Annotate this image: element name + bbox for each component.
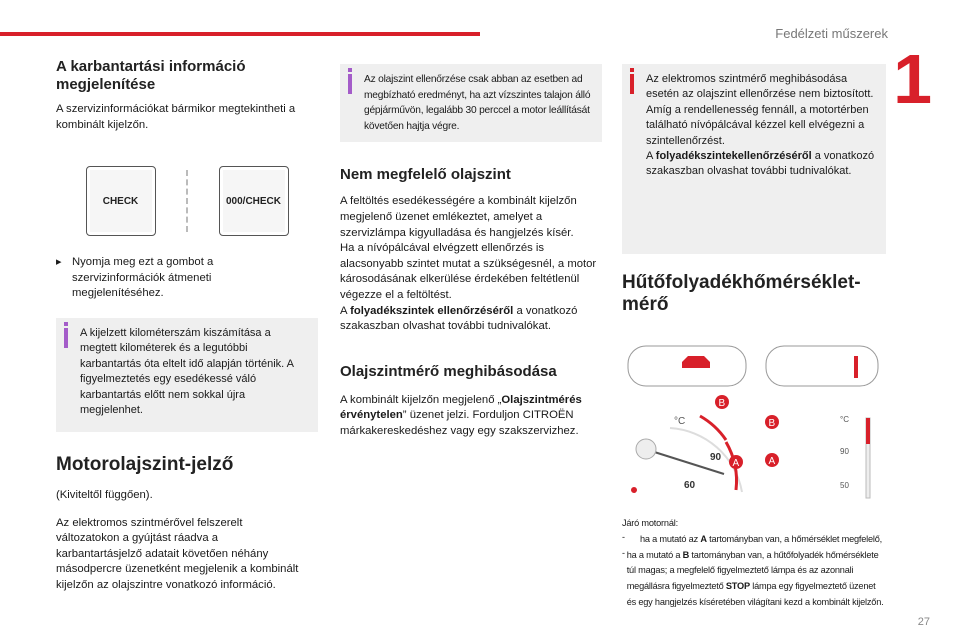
dial-tick-60: 60	[684, 480, 696, 491]
info-mark-icon	[64, 328, 68, 348]
warning-mark-icon	[630, 74, 634, 94]
low-oil-text-1: A feltöltés esedékességére a kombinált kijelzőn megjelenő üzenet emlékeztet, amelyet a szervizlámpa kigyulladása és hangjelzés kísér.	[340, 195, 577, 239]
oil-gauge-title: Motorolajszint-jelző	[56, 453, 234, 475]
caption-b-post: lámpa egy figyelmeztető üzenet és egy hangjelzés kíséretében világítani kezd a kombinált kijelzőn.	[626, 581, 884, 607]
bar-tick-50: 50	[840, 481, 849, 490]
bullet-triangle-icon: ▸	[56, 256, 62, 269]
odometer-check-label: 000/CHECK	[225, 195, 282, 207]
running-title: Fedélzeti műszerek	[775, 26, 888, 41]
dial-unit: °C	[674, 416, 686, 427]
bar-unit: °C	[840, 415, 849, 424]
caption-a-post: tartományban van, a hőmérséklet megfelelő,	[706, 533, 883, 544]
check-button	[86, 166, 156, 236]
caption-a-bold: A	[700, 533, 707, 544]
separator-dashes	[186, 170, 189, 232]
press-button-text: Nyomja meg ezt a gombot a szervizinformációk átmeneti megjelenítéséhez.	[72, 256, 214, 300]
caption-item-b	[622, 548, 886, 611]
column-left	[56, 58, 318, 594]
coolant-caption	[622, 516, 886, 611]
oil-gauge-fault-title: Olajszintmérő meghibásodása	[340, 362, 557, 380]
right-cluster-highlight	[854, 356, 858, 378]
dial-label-b: B	[718, 398, 726, 409]
right-cluster-outline	[766, 346, 878, 386]
low-oil-title: Nem megfelelő olajszint	[340, 166, 511, 184]
maintenance-info-title: A karbantartási információ megjelenítése	[56, 58, 246, 93]
low-oil-text-3-pre: A	[340, 304, 351, 317]
low-oil-text-3-post: a vonatkozó szakaszban olvashat további tudnivalókat.	[340, 304, 578, 333]
page-number: 27	[917, 616, 930, 628]
info-mark-icon	[348, 74, 352, 94]
caption-dash-icon: -	[622, 547, 625, 558]
caption-b-pre: ha a mutató a	[626, 549, 683, 560]
caption-item-a	[622, 532, 886, 548]
dial-hub	[636, 439, 656, 459]
coolant-gauge-figure	[622, 342, 886, 506]
warning-text-3-pre: A	[646, 150, 656, 163]
oil-gauge-fault-text	[340, 393, 602, 440]
gauge-fault-warning-box	[622, 64, 886, 254]
bar-tick-90: 90	[840, 447, 849, 456]
column-right	[622, 58, 886, 611]
bar-gauge-hot-zone	[866, 418, 870, 444]
low-oil-text-2: Ha a nívópálcával elvégzett ellenőrzés is alacsonyabb szintet mutat a szükségesnél, a motor károsodásának elkerülése érdekében feltétlenül végezze el a feltöltést.	[340, 242, 597, 301]
warning-text-1: Az elektromos szintmérő meghibásodása esetén az olajszint ellenőrzése nem biztosított.	[646, 73, 874, 101]
dial-label-a: A	[732, 458, 740, 469]
dial-tick-90: 90	[710, 452, 722, 463]
chapter-number: 1	[893, 40, 932, 118]
caption-b-stop: STOP	[725, 581, 750, 592]
dial-hot-zone	[700, 416, 726, 440]
check-button-label: CHECK	[102, 195, 139, 207]
caption-dash-icon: -	[622, 531, 625, 542]
mileage-info-box	[56, 318, 318, 432]
caption-a-pre: ha a mutató az	[640, 533, 701, 544]
warning-text-3	[646, 149, 880, 180]
coolant-gauge-illustration	[622, 342, 886, 506]
dial-warning-dot	[631, 487, 637, 493]
caption-b-bold: B	[682, 549, 690, 560]
column-middle	[340, 58, 602, 440]
oil-fault-pre: A kombinált kijelzőn megjelenő „	[340, 393, 502, 406]
warning-text-3-post: a vonatkozó szakaszban olvashat további tudnivalókat.	[646, 150, 875, 178]
caption-b-mid: tartományban van, a hűtőfolyadék hőmérséklete túl magas; a megfelelő figyelmeztető lámpa és az azonnali megállásra figyelmeztető	[626, 549, 879, 592]
version-note: (Kiviteltől függően).	[56, 488, 153, 501]
press-button-bullet	[56, 255, 318, 302]
oil-fault-message: Olajszintmérés érvénytelen	[340, 393, 582, 422]
fluid-check-link: folyadékszintek ellenőrzéséről	[350, 304, 514, 317]
left-cluster-highlight	[682, 356, 710, 368]
odometer-check-button	[219, 166, 289, 236]
oil-check-info-text: Az olajszint ellenőrzése csak abban az esetben ad megbízható eredményt, ha azt vízszintes talajon álló gépjárművön, legalább 30 perccel a motor leállítását követően hajtja végre.	[364, 74, 591, 132]
oil-check-info-box	[340, 64, 602, 142]
caption-item-a-text	[640, 532, 882, 548]
caption-head: Járó motornál:	[622, 518, 678, 528]
bar-label-a: A	[768, 456, 776, 467]
low-oil-text-3	[340, 304, 602, 335]
bar-label-b: B	[768, 418, 776, 429]
warning-text-2: Amíg a rendellenesség fennáll, a motortérben található nívópálcával kézzel kell elvégezni a szintellenőrzést.	[646, 103, 869, 147]
maintenance-intro: A szervizinformációkat bármikor megtekintheti a kombinált kijelzőn.	[56, 103, 296, 131]
header-accent-bar	[0, 32, 480, 36]
oil-gauge-body: Az elektromos szintmérővel felszerelt változatokon a gyújtást ráadva a karbantartásjelző adatait követően néhány másodpercre üzenetként megjelenik a kombinált kijelzőn az olajszintre vonatkozó információ.	[56, 516, 299, 591]
mileage-info-text: A kijelzett kilométerszám kiszámítása a megtett kilométerek és a legutóbbi karbantartás óta eltelt idő alapján történik. A figyelmeztetés egy esedékessé váló karbantartás előtt nem sokkal újra megjelenhet.	[80, 326, 294, 416]
oil-fault-post: ” üzenet jelzi. Forduljon CITROËN márkakereskedéshez vagy egy szakszervizhez.	[340, 409, 579, 437]
caption-item-b-text	[627, 548, 886, 611]
warning-fluid-link: folyadékszintekellenőrzéséről	[655, 150, 812, 163]
buttons-figure	[56, 165, 318, 237]
coolant-gauge-title: Hűtőfolyadékhőmérséklet-mérő	[622, 272, 861, 315]
